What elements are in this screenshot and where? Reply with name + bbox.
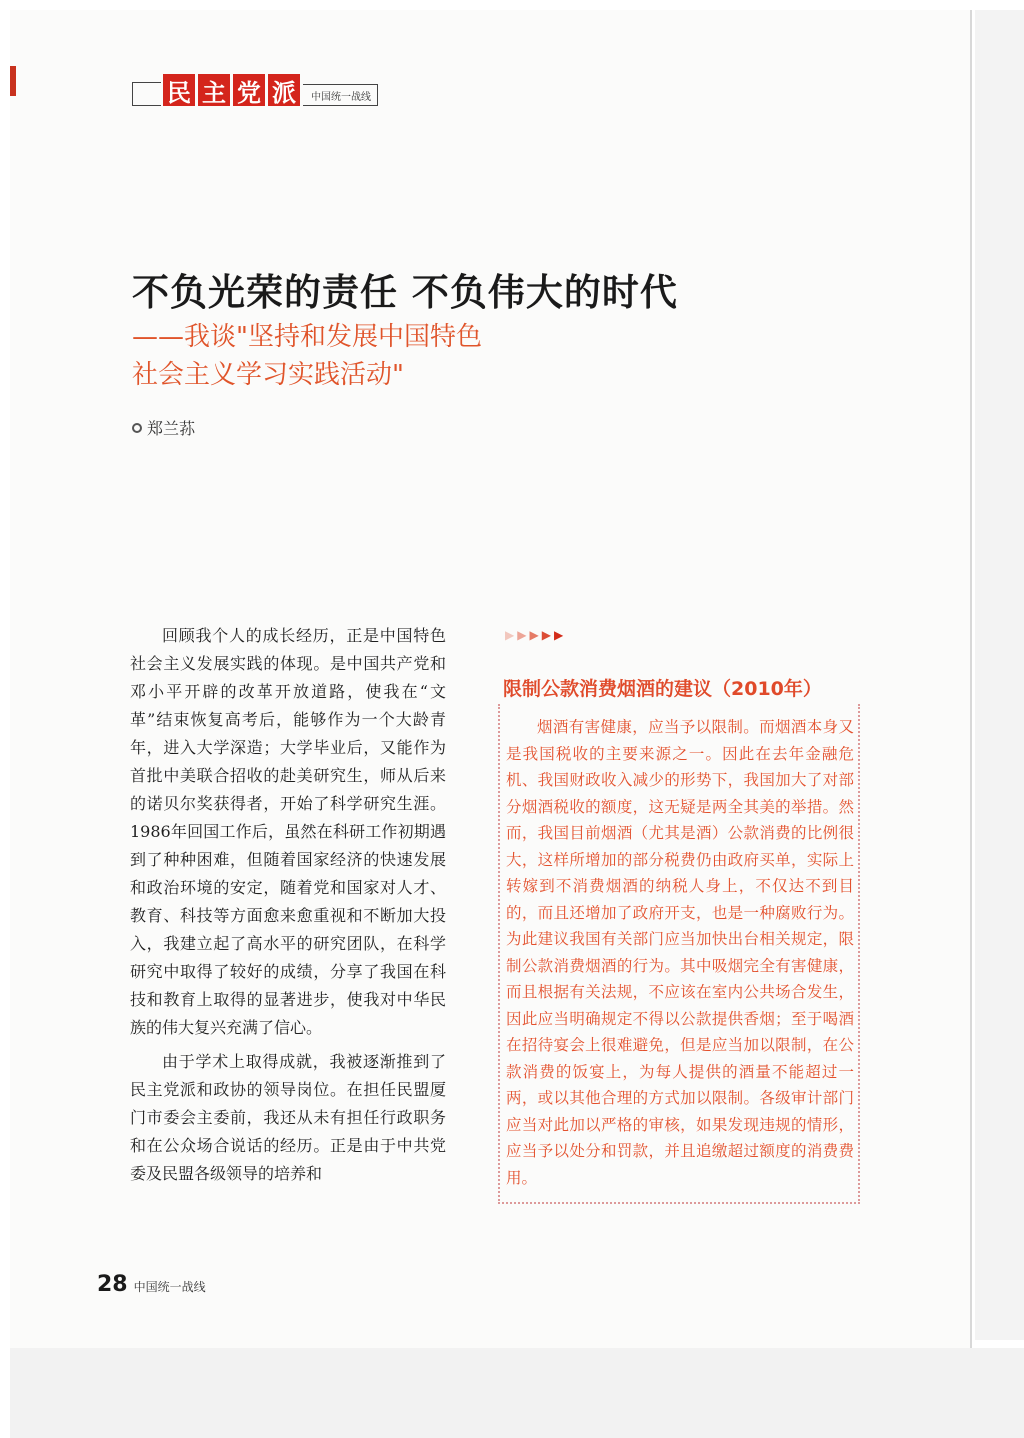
body-paragraph-2: 由于学术上取得成就，我被逐渐推到了民主党派和政协的领导岗位。在担任民盟厦门市委会主委前，我还从未有担任行政职务和在公众场合说话的经历。正是由于中共党委及民盟各级领导的培养和 [130,1052,446,1183]
header-magazine-name: 中国统一战线 [303,84,378,106]
article-title: 不负光荣的责任 不负伟大的时代 [132,271,678,314]
footer-magazine-name: 中国统一战线 [133,1280,206,1294]
author-name: 郑兰荪 [147,419,196,438]
adjacent-page-edge [975,10,1024,1340]
scan-bottom-margin [10,1348,1024,1438]
article-body [130,622,446,1194]
sidebar-arrows [505,628,566,642]
category-char-3: 党 [233,74,265,106]
section-header [132,72,378,106]
page-edge-red-mark [10,66,16,96]
arrow-icon: ▶ [553,628,564,642]
category-char-4: 派 [268,74,300,106]
sidebar-title: 限制公款消费烟酒的建议（2010年） [503,678,822,700]
article-subtitle [132,318,482,394]
page-number: 28 [97,1272,128,1297]
header-frame-left [132,82,161,106]
sidebar-box [498,704,860,1204]
arrow-icon: ▶ [529,628,539,642]
body-paragraph-1: 回顾我个人的成长经历，正是中国特色社会主义发展实践的体现。是中国共产党和邓小平开辟的改革开放道路，使我在“文革”结束恢复高考后，能够作为一个大龄青年，进入大学深造；大学毕业后，又能作为首批中美联合招收的赴美研究生，师从后来的诺贝尔奖获得者，开始了科学研究生涯。1986年回国工作后，虽然在科研工作初期遇到了种种困难，但随着国家经济的快速发展和政治环境的安定，随着党和国家对人才、教育、科技等方面愈来愈重视和不断加大投入，我建立起了高水平的研究团队，在科学研究中取得了较好的成绩，分享了我国在科技和教育上取得的显著进步，使我对中华民族的伟大复兴充满了信心。 [130,626,446,1037]
author-byline [132,416,195,439]
category-char-1: 民 [163,74,195,106]
category-char-2: 主 [198,74,230,106]
subtitle-line-2: 社会主义学习实践活动" [132,360,404,390]
arrow-icon: ▶ [517,628,527,642]
page-footer [97,1272,206,1297]
sidebar-body: 烟酒有害健康，应当予以限制。而烟酒本身又是我国税收的主要来源之一。因此在去年金融危机、我国财政收入减少的形势下，我国加大了对部分烟酒税收的额度，这无疑是两全其美的举措。然而，我国目前烟酒（尤其是酒）公款消费的比例很大，这样所增加的部分税费仍由政府买单，实际上转嫁到不消费烟酒的纳税人身上，不仅达不到目的，而且还增加了政府开支，也是一种腐败行为。为此建议我国有关部门应当加快出台相关规定，限制公款消费烟酒的行为。其中吸烟完全有害健康，而且根据有关法规，不应该在室内公共场合发生，因此应当明确规定不得以公款提供香烟；至于喝酒在招待宴会上很难避免，但是应当加以限制，在公款消费的饭宴上，为每人提供的酒量不能超过一两，或以其他合理的方式加以限制。各级审计部门应当对此加以严格的审核，如果发现违规的情形，应当予以处分和罚款，并且追缴超过额度的消费费用。 [506,718,854,1187]
arrow-icon: ▶ [505,628,515,642]
arrow-icon: ▶ [541,628,551,642]
bullet-circle-icon [132,423,142,433]
subtitle-line-1: ——我谈"坚持和发展中国特色 [132,322,482,352]
